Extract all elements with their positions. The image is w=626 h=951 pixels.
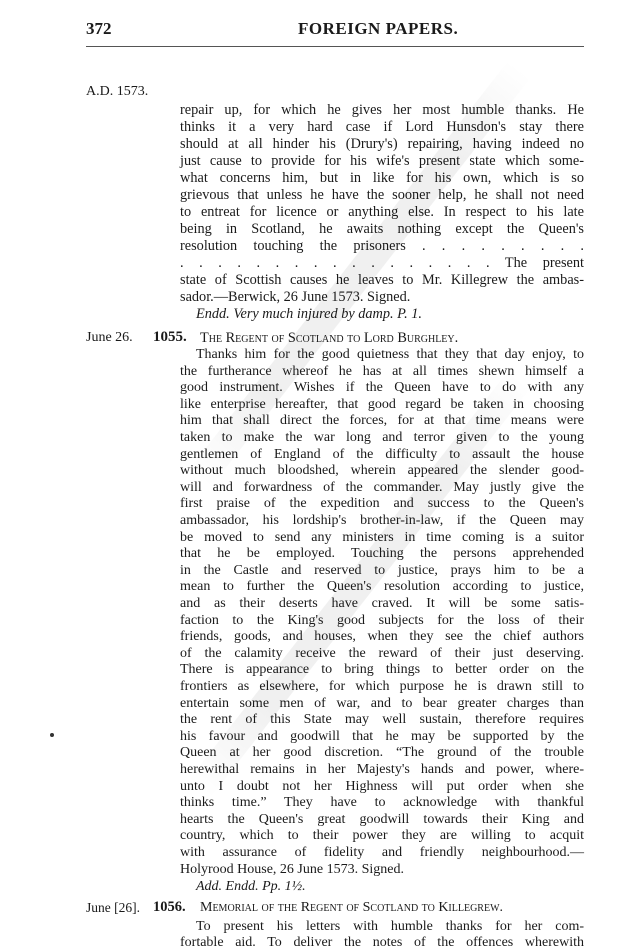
text-line: first praise of the expedition and success to the Queen's	[180, 496, 584, 512]
text-line: Holyrood House, 26 June 1573. Signed.	[180, 861, 404, 877]
header-rule	[86, 46, 584, 47]
text-line: faction to the King's good subjects for the loss of their	[180, 612, 584, 628]
text-line: country, which to their power they are willing to acquit	[180, 828, 584, 844]
margin-dot	[50, 733, 54, 737]
text-line: with assurance of fidelity and friendly neighbourhood.—	[180, 845, 584, 860]
text-line: repair up, for which he gives her most humble thanks. He	[180, 102, 584, 118]
text-line: thinks time.” They have to acknowledge with thankful	[180, 795, 584, 811]
endorsement: Endd. Very much injured by damp. P. 1.	[196, 306, 422, 322]
text-line: resolution touching the prisoners . . . . . . . . .	[180, 238, 584, 254]
text-line: herewithal remains in her Majesty's hands and power, where-	[180, 762, 584, 777]
text-line: good instrument. Wishes if the Queen have to do with any	[180, 380, 584, 396]
text-line: should at all hinder his (Drury's) repairing, having indeed no	[180, 136, 584, 152]
text-line: of the calamity receive the reward of their just deserving.	[180, 645, 584, 661]
text-line: thinks it a very hard case if Lord Hunsdon's stay there	[180, 119, 584, 135]
text-line: and as their deserts have craved. It will be some satis-	[180, 596, 584, 611]
entry-number: 1056.	[153, 898, 186, 915]
text-line: state of Scottish causes he leaves to Mr. Killegrew the ambas-	[180, 272, 584, 288]
entry-date: June 26.	[86, 330, 133, 345]
text-line: Queen at her good discretion. “The ground of the trouble	[180, 745, 584, 761]
text-line: To present his letters with humble thanks for her com-	[196, 918, 584, 934]
text-line: fortable aid. To deliver the notes of the offences wherewith	[180, 935, 584, 951]
text-line: mean to further the Queen's resolution according to justice,	[180, 579, 584, 595]
text-line: grievous that unless he have the sooner help, he shall not need	[180, 187, 584, 203]
text-line: his favour and goodwill that he may be supported by the	[180, 728, 584, 744]
text-line: Thanks him for the good quietness that they that day enjoy, to	[196, 347, 584, 362]
endorsement: Add. Endd. Pp. 1½.	[196, 878, 306, 894]
entry-number: 1055.	[153, 329, 187, 345]
text-line: ambassador, his lordship's brother-in-law, if the Queen may	[180, 513, 584, 528]
text-line: that he be employed. Touching the persons apprehended	[180, 546, 584, 562]
page-number: 372	[86, 19, 112, 38]
text-line: just cause to provide for his wife's present state which some-	[180, 153, 584, 169]
text-line: like enterprise hereafter, that good regard be taken in choosing	[180, 396, 584, 412]
text-line: unto I doubt not her Highness will put order when she	[180, 778, 584, 794]
text-line: There is appearance to bring things to better order on the	[180, 662, 584, 678]
text-line: frontiers as elsewhere, for which purpose he is drawn still to	[180, 679, 584, 694]
text-line: the rent of this State may well sustain, therefore requires	[180, 712, 584, 728]
text-line: will and forwardness of the commander. May justly give the	[180, 479, 584, 495]
text-line: friends, goods, and houses, when they see the chief authors	[180, 629, 584, 645]
text-line: him that shall direct the forces, for at that time means were	[180, 413, 584, 429]
text-line: what concerns him, but in like for his own, which is so	[180, 170, 584, 186]
entry-date: June [26].	[86, 899, 140, 915]
text-line: taken to make the war long and terror given to the young	[180, 430, 584, 445]
text-line: in the Castle and reserved to justice, prays him to be a	[180, 562, 584, 578]
text-line: being in Scotland, he awaits nothing except the Queen's	[180, 221, 584, 237]
text-line: . . . . . . . . . . . . . . . . . The present	[180, 255, 584, 271]
entry-title: Memorial of the Regent of Scotland to Killegrew.	[200, 899, 504, 915]
margin-year: A.D. 1573.	[86, 84, 149, 99]
text-line: gentlemen of England of the difficulty to assault the house	[180, 446, 584, 462]
text-line: sador.—Berwick, 26 June 1573. Signed.	[180, 289, 411, 305]
text-line: hearts the Queen's great goodwill towards their King and	[180, 811, 584, 827]
entry-title: The Regent of Scotland to Lord Burghley.	[200, 330, 459, 346]
text-line: to entreat for licence or anything else. In respect to his late	[180, 204, 584, 220]
text-line: the furtherance whereof he has at all times shewn himself a	[180, 363, 584, 379]
text-line: entertain some men of war, and to bear greater charges than	[180, 695, 584, 711]
text-line: be moved to send any ministers in time coming is a suitor	[180, 529, 584, 545]
text-line: without much bloodshed, wherein appeared the slender good-	[180, 463, 584, 479]
running-title: FOREIGN PAPERS.	[298, 19, 459, 38]
